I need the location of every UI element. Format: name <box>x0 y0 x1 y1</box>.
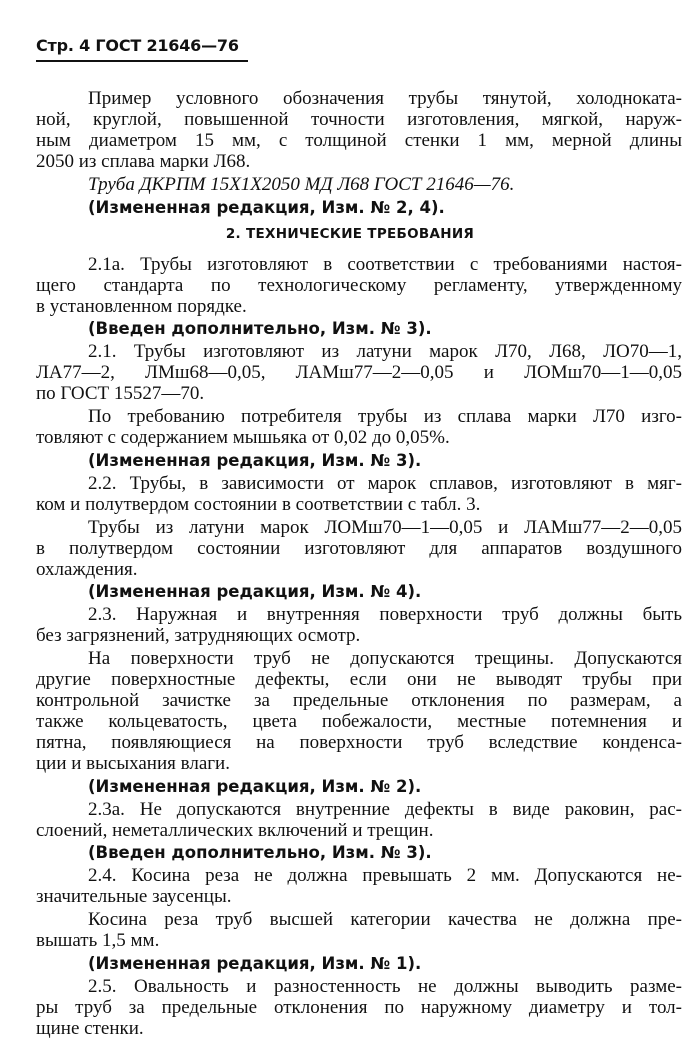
p22-note: (Измененная редакция, Изм. № 4). <box>88 582 422 601</box>
p22b-line-2: в полутвердом состоянии изготовляют для аппаратов воздушного <box>36 538 682 559</box>
p23b-line-1: На поверхности труб не допускаются трещины. Допускаются <box>88 648 682 669</box>
example-designation: Труба ДКРПМ 15Х1Х2050 МД Л68 ГОСТ 21646—76. <box>88 174 515 195</box>
p21b-line-2: товляют с содержанием мышьяка от 0,02 до 0,05%. <box>36 427 450 448</box>
p24-line-1: 2.4. Косина реза не должна превышать 2 мм. Допускаются не- <box>88 865 682 886</box>
p23b-line-6: ции и высыхания влаги. <box>36 753 230 774</box>
p21b-line-1: По требованию потребителя трубы из сплава марки Л70 изго- <box>88 406 682 427</box>
p25-line-3: щине стенки. <box>36 1018 144 1039</box>
p22b-line-3: охлаждения. <box>36 559 138 580</box>
p21-line-3: по ГОСТ 15527—70. <box>36 383 205 404</box>
p24b-line-2: вышать 1,5 мм. <box>36 930 160 951</box>
p24b-line-1: Косина реза труб высшей категории качества не должна пре- <box>88 909 682 930</box>
p21a-note: (Введен дополнительно, Изм. № 3). <box>88 319 432 338</box>
p23b-line-3: контрольной зачистке за предельные отклонения по размерам, а <box>36 690 682 711</box>
p23b-line-2: другие поверхностные дефекты, если они не выводят трубы при <box>36 669 682 690</box>
example-line-3: ным диаметром 15 мм, с толщиной стенки 1 мм, мерной длины <box>36 130 682 151</box>
p25-line-2: ры труб за предельные отклонения по наружному диаметру и тол- <box>36 997 682 1018</box>
example-amendment: (Измененная редакция, Изм. № 2, 4). <box>88 198 445 217</box>
section-heading: 2. ТЕХНИЧЕСКИЕ ТРЕБОВАНИЯ <box>225 226 475 242</box>
example-line-4: 2050 из сплава марки Л68. <box>36 151 251 172</box>
p24-note: (Измененная редакция, Изм. № 1). <box>88 954 422 973</box>
p23a-note: (Введен дополнительно, Изм. № 3). <box>88 843 432 862</box>
p24-line-2: значительные заусенцы. <box>36 886 232 907</box>
p21-line-1: 2.1. Трубы изготовляют из латуни марок Л70, Л68, ЛО70—1, <box>88 341 682 362</box>
p25-line-1: 2.5. Овальность и разностенность не должны выводить разме- <box>88 976 682 997</box>
p23a-line-2: слоений, неметаллических включений и трещин. <box>36 820 434 841</box>
p23-note: (Измененная редакция, Изм. № 2). <box>88 777 422 796</box>
p23b-line-5: пятна, появляющиеся на поверхности труб вследствие конденса- <box>36 732 682 753</box>
example-line-1: Пример условного обозначения трубы тянутой, холоднокатa- <box>88 88 682 109</box>
p21-line-2: ЛА77—2, ЛМш68—0,05, ЛАМш77—2—0,05 и ЛОМш70—1—0,05 <box>36 362 682 383</box>
p21a-line-1: 2.1а. Трубы изготовляют в соответствии с требованиями настоя- <box>88 254 682 275</box>
p23b-line-4: также кольцеватость, цвета побежалости, местные потемнения и <box>36 711 682 732</box>
p22-line-1: 2.2. Трубы, в зависимости от марок сплавов, изготовляют в мяг- <box>88 473 682 494</box>
p22-line-2: ком и полутвердом состоянии в соответствии с табл. 3. <box>36 494 481 515</box>
example-line-2: ной, круглой, повышенной точности изготовления, мягкой, наруж- <box>36 109 682 130</box>
p21a-line-3: в установленном порядке. <box>36 296 247 317</box>
p23-line-2: без загрязнений, затрудняющих осмотр. <box>36 625 361 646</box>
p23-line-1: 2.3. Наружная и внутренняя поверхности труб должны быть <box>88 604 682 625</box>
page-header: Стр. 4 ГОСТ 21646—76 <box>36 36 239 55</box>
p22b-line-1: Трубы из латуни марок ЛОМш70—1—0,05 и ЛАМш77—2—0,05 <box>88 517 682 538</box>
p21a-line-2: щего стандарта по технологическому регламенту, утвержденному <box>36 275 682 296</box>
header-rule <box>36 60 248 62</box>
p21-note: (Измененная редакция, Изм. № 3). <box>88 451 422 470</box>
p23a-line-1: 2.3а. Не допускаются внутренние дефекты в виде раковин, рас- <box>88 799 682 820</box>
